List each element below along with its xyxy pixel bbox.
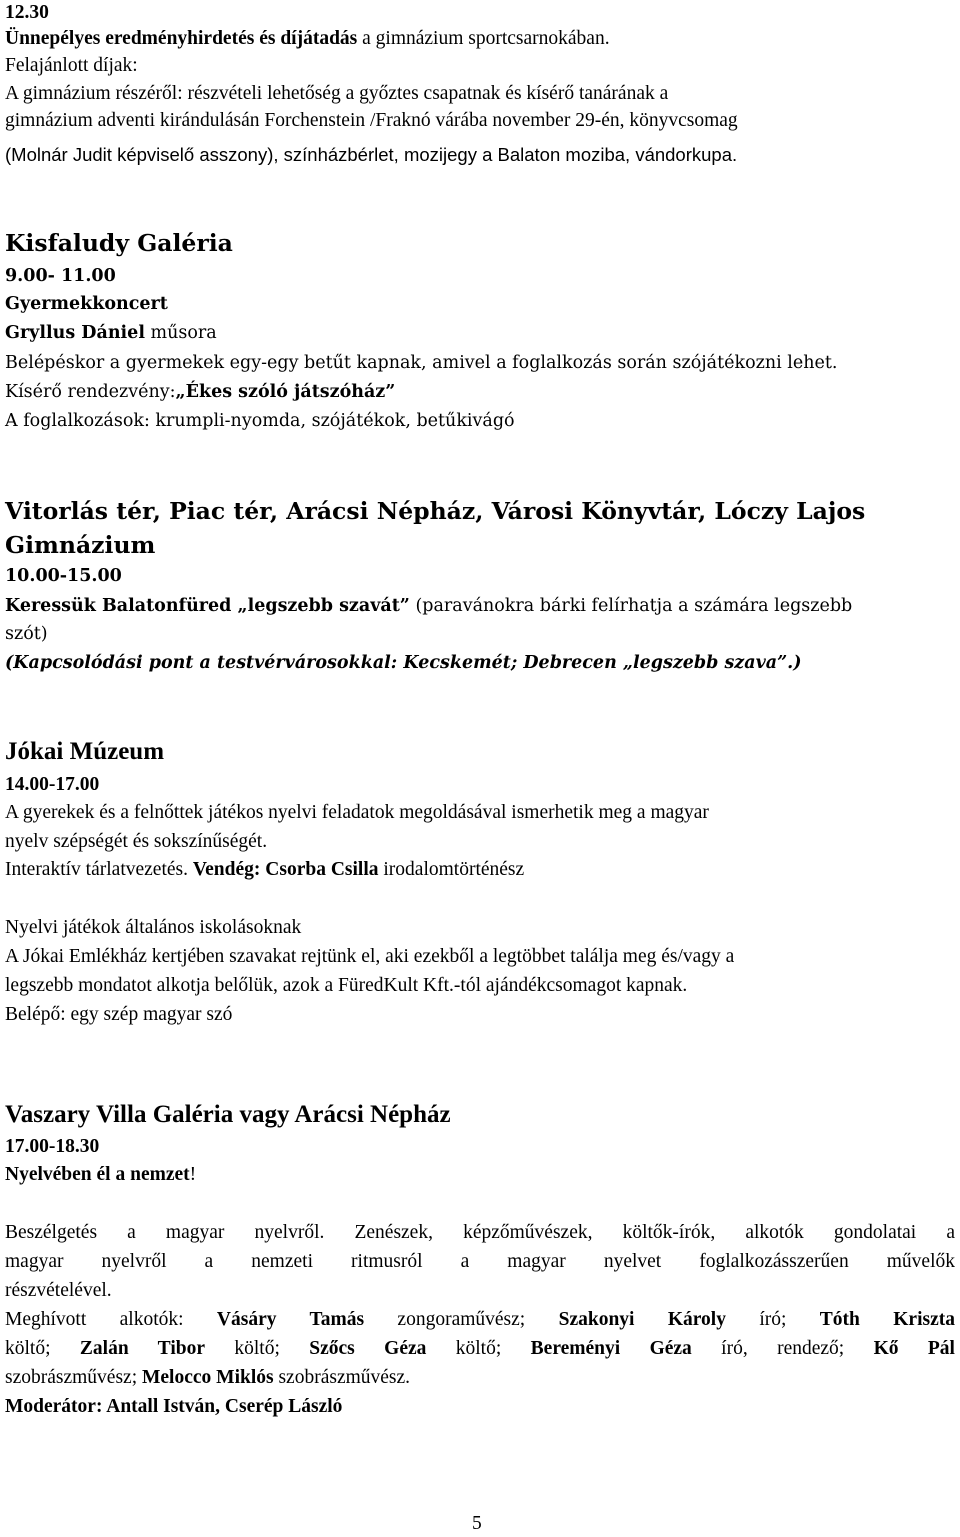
games-description: legszebb mondatot alkotja belőlük, azok a FüredKult Kft.-tól ajándékcsomagot kapnak. [5,975,688,996]
prizes-text-line: A gimnázium részéről: részvételi lehetőség a győztes csapatnak és kísérő tanárának a [5,83,669,104]
guest-role: szobrászművész; [5,1367,142,1388]
event-title-end: ! [189,1164,197,1185]
call-line: szót) [5,624,48,644]
venue-heading: Kisfaludy Galéria [5,229,233,257]
venue-heading: Jókai Múzeum [5,738,165,765]
prizes-text-line: (Molnár Judit képviselő asszony), színházbérlet, mozijegy a Balaton moziba, vándorkupa. [5,144,738,165]
guest-role: író, rendező; [691,1338,874,1359]
guest-name: Vendég: Csorba Csilla [192,859,379,880]
prizes-label: Felajánlott díjak: [5,55,138,76]
award-event-line [5,26,610,52]
prizes-text-line: gimnázium adventi kirándulásán Forchenstein /Fraknó várába november 29-én, könyvcsomag [5,110,738,131]
entry-text: Belépő: egy szép magyar szó [5,1004,233,1025]
talk-description: Beszélgetés a magyar nyelvről. Zenészek, képzőművészek, költők-írók, alkotók gondolatai a [5,1222,955,1243]
talk-description: magyar nyelvről a nemzeti ritmusról a magyar nyelvet foglalkozásszerűen művelők [5,1251,955,1272]
guest-name: Bereményi Géza [530,1338,692,1359]
guest-name: Tóth Kriszta [819,1309,955,1330]
guests-line [5,1336,955,1362]
call-line [5,593,852,619]
call-title: Keressük Balatonfüred [5,596,238,616]
guest-role: költő; [5,1338,80,1359]
moderator-line: Moderátor: Antall István, Cserép László [5,1396,343,1417]
games-description: A Jókai Emlékház kertjében szavakat rejtünk el, aki ezekből a legtöbbet találja meg és/vagy a [5,946,735,967]
award-event-location: a gimnázium sportcsarnokában. [357,28,610,49]
performer-line [5,320,217,346]
connection-note: (Kapcsolódási pont a testvérvárosokkal: Kecskemét; Debrecen „legszebb szava”.) [5,653,802,673]
side-event-title: „Ékes szóló játszóház” [175,382,396,402]
venue-heading: Vitorlás tér, Piac tér, Arácsi Népház, Városi Könyvtár, Lóczy Lajos [5,497,866,525]
guests-line [5,1307,955,1333]
call-quote: „legszebb szavát” [237,596,410,616]
event-time: 10.00-15.00 [5,566,122,586]
venue-heading: Gimnázium [5,531,156,559]
award-event-title: Ünnepélyes eredményhirdetés és díjátadás [5,28,358,49]
event-time: 9.00- 11.00 [5,266,116,286]
event-title: Gyermekkoncert [5,294,168,314]
event-title-line [5,1162,196,1188]
guest-name: Melocco Miklós [142,1367,274,1388]
guest-role: költő; [205,1338,310,1359]
event-time: 14.00-17.00 [5,774,100,795]
guest-name: Szőcs Géza [309,1338,427,1359]
guest-role: irodalomtörténész [378,859,525,880]
guest-role: író; [725,1309,820,1330]
games-title: Nyelvi játékok általános iskolásoknak [5,917,302,938]
venue-heading: Vaszary Villa Galéria vagy Arácsi Népház [5,1101,451,1128]
side-event-line [5,379,395,405]
guest-role: költő; [426,1338,531,1359]
talk-description: részvételével. [5,1280,112,1301]
page-number: 5 [472,1513,482,1534]
guest-role: zongoraművész; [364,1309,559,1330]
event-title: Nyelvében él a nemzet [5,1164,190,1185]
performer-suffix: műsora [144,323,217,343]
guest-name: Vásáry Tamás [216,1309,365,1330]
guest-name: Kő Pál [873,1338,955,1359]
event-description: nyelv szépségét és sokszínűségét. [5,831,268,852]
event-description: A gyerekek és a felnőttek játékos nyelvi feladatok megoldásával ismerhetik meg a magyar [5,802,709,823]
activities-line: A foglalkozások: krumpli-nyomda, szójátékok, betűkivágó [5,411,515,431]
guests-line [5,1365,410,1391]
event-time: 17.00-18.30 [5,1136,100,1157]
side-event-label: Kísérő rendezvény: [5,382,176,402]
guests-label: Meghívott alkotók: [5,1309,217,1330]
guest-role: szobrászművész. [273,1367,411,1388]
award-time: 12.30 [5,2,49,23]
event-description: Belépéskor a gyermekek egy-egy betűt kapnak, amivel a foglalkozás során szójátékozni lehet. [5,353,838,373]
performer-name: Gryllus Dániel [5,323,145,343]
guest-name: Zalán Tibor [79,1338,206,1359]
tour-text: Interaktív tárlatvezetés. [5,859,193,880]
guest-name: Szakonyi Károly [558,1309,726,1330]
guest-line [5,857,524,883]
call-description: (paravánokra bárki felírhatja a számára legszebb [409,596,853,616]
